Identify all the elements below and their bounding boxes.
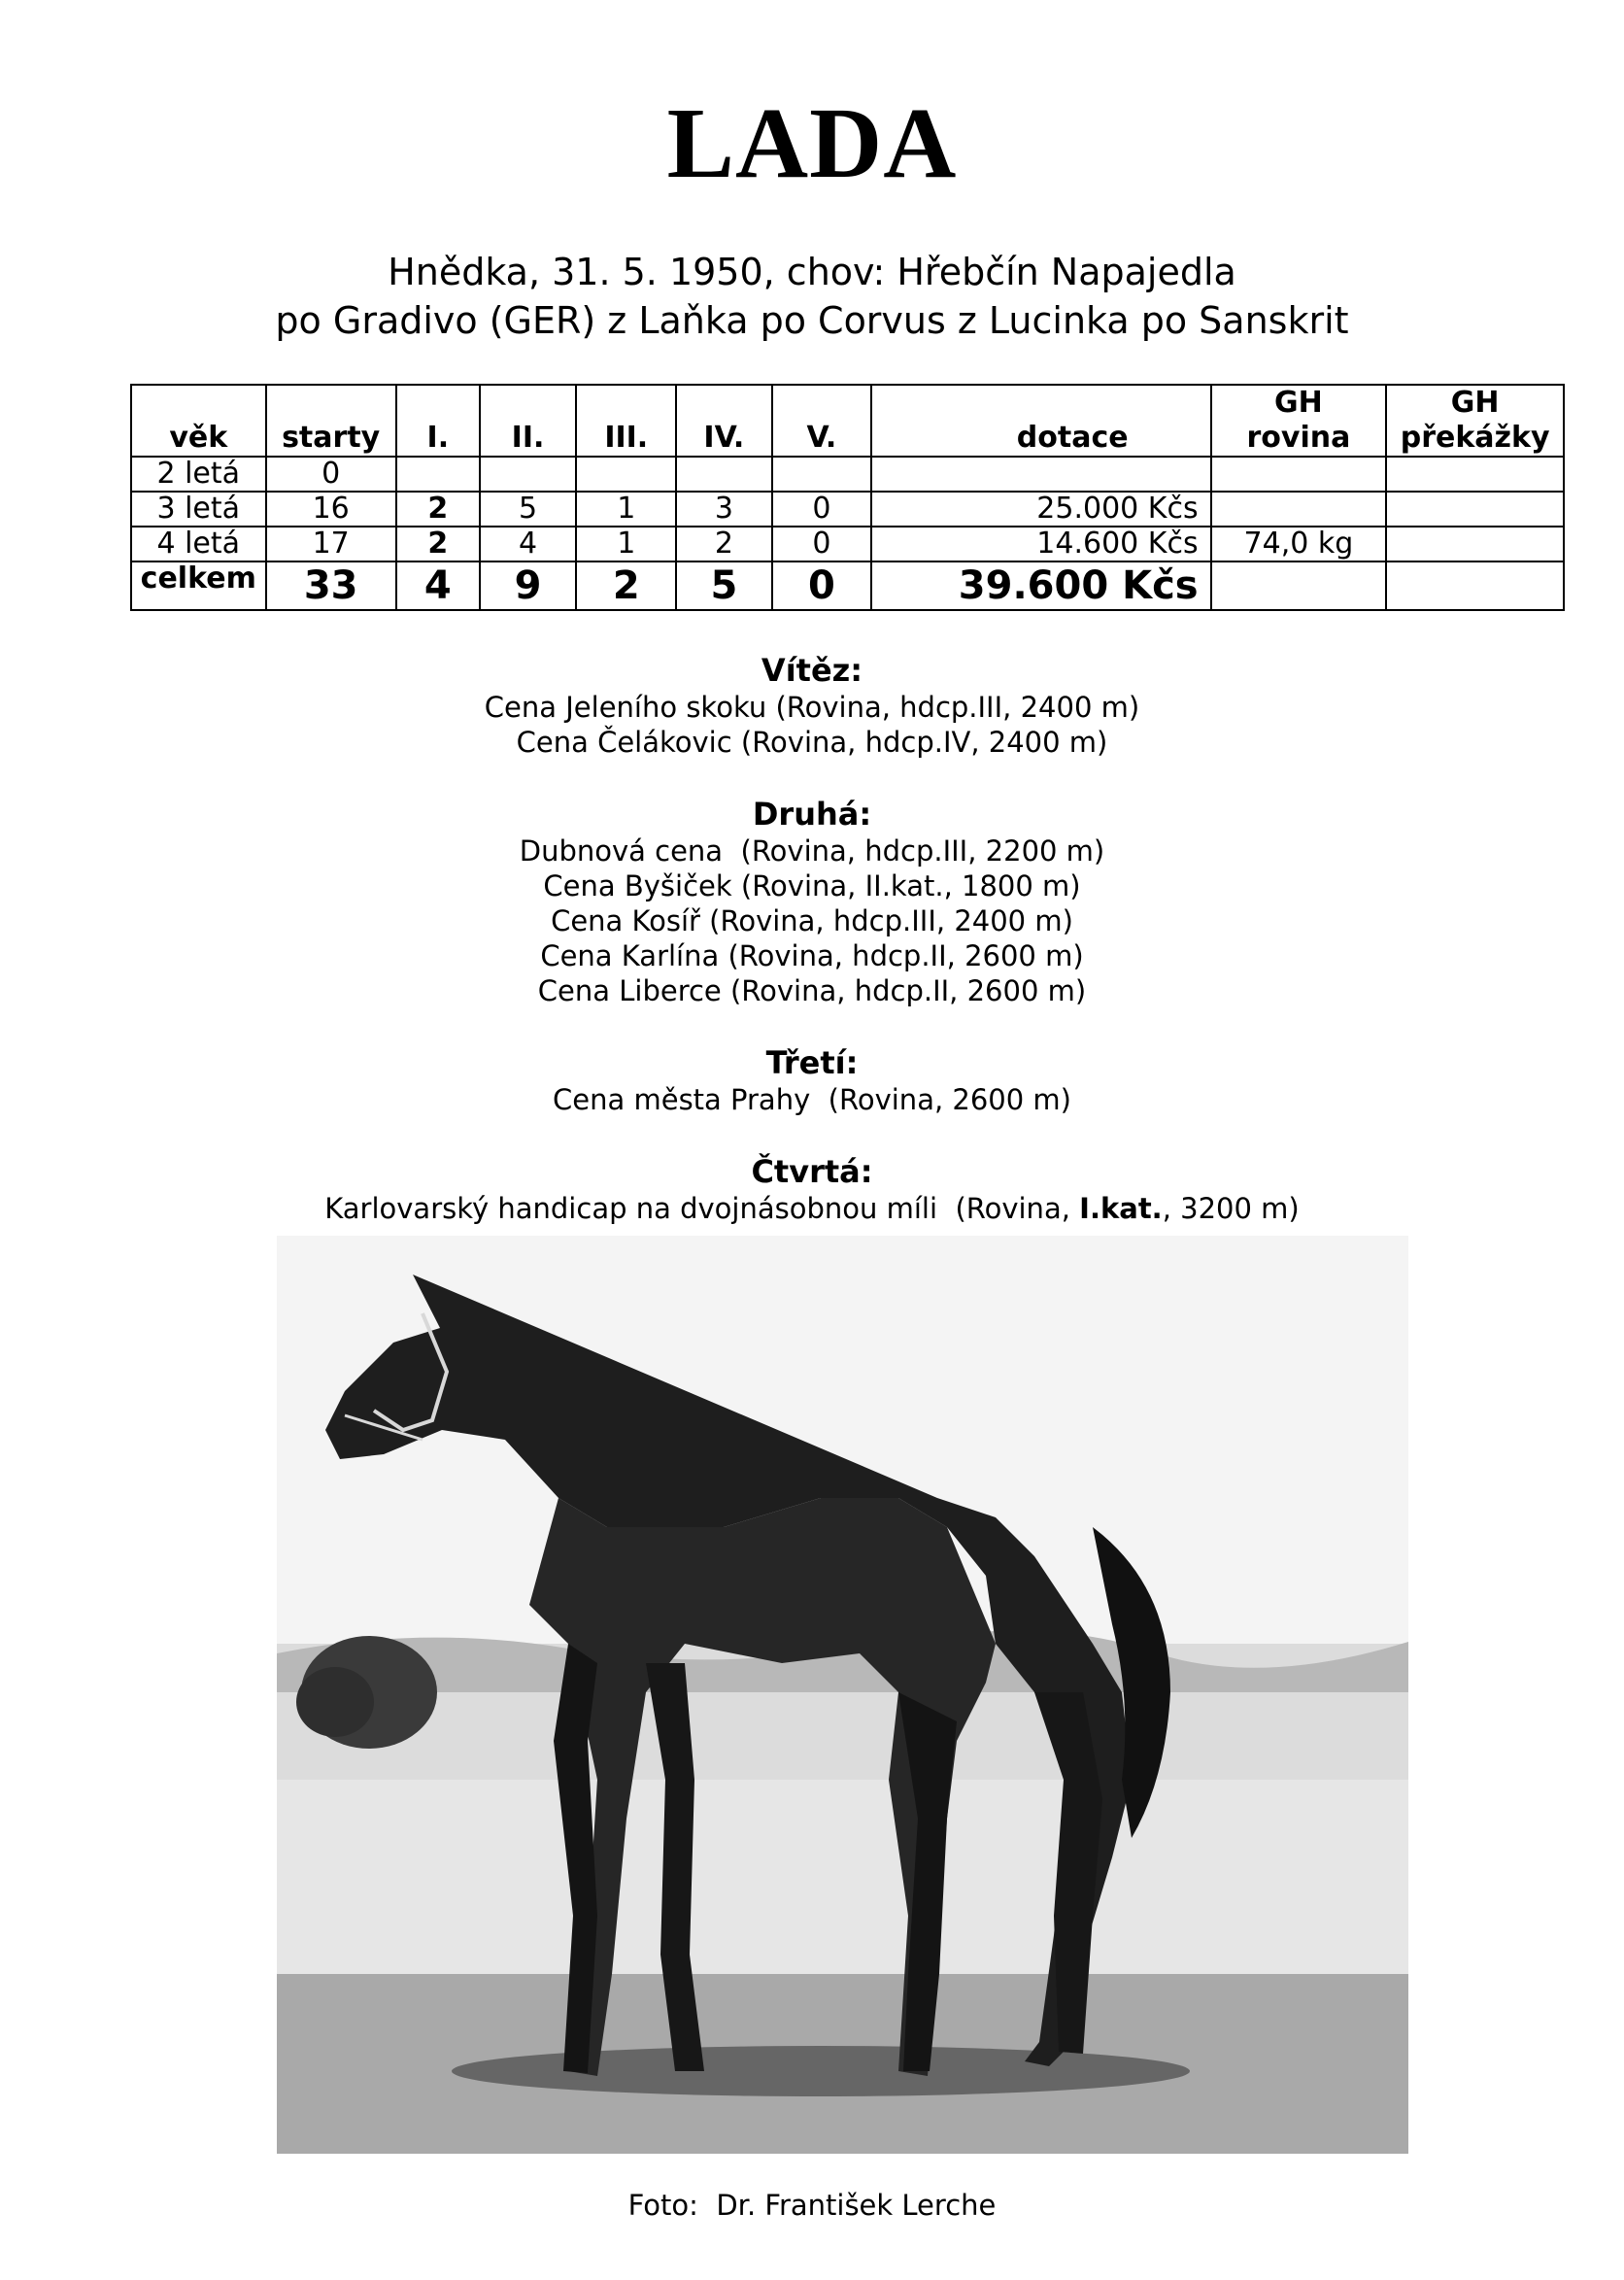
section-heading: Vítěz: bbox=[761, 652, 863, 689]
header-vek: věk bbox=[131, 385, 266, 457]
cell-dotace: 14.600 Kčs bbox=[871, 527, 1210, 561]
table-row bbox=[131, 492, 1564, 527]
race-line: Cena města Prahy (Rovina, 2600 m) bbox=[553, 1083, 1071, 1116]
cell-fourth: 3 bbox=[676, 492, 771, 527]
section-heading: Čtvrtá: bbox=[751, 1153, 873, 1190]
race-line: Cena Karlína (Rovina, hdcp.II, 2600 m) bbox=[540, 939, 1084, 972]
header-gh-rovina-line1: GH bbox=[1274, 386, 1323, 420]
section-heading: Druhá: bbox=[752, 796, 872, 833]
cell-gh-prekazky bbox=[1386, 527, 1564, 561]
race-line: Cena Kosíř (Rovina, hdcp.III, 2400 m) bbox=[551, 904, 1073, 937]
cell-fifth: 0 bbox=[772, 561, 872, 610]
cell-vek: 4 letá bbox=[131, 527, 266, 561]
cell-first bbox=[396, 457, 480, 492]
cell-starty: 17 bbox=[266, 527, 396, 561]
cell-fourth: 5 bbox=[676, 561, 771, 610]
header-second: II. bbox=[480, 385, 576, 457]
cell-third bbox=[576, 457, 676, 492]
cell-gh-rovina bbox=[1211, 457, 1387, 492]
header-first: I. bbox=[396, 385, 480, 457]
page-title: LADA bbox=[666, 87, 958, 199]
table-row bbox=[131, 527, 1564, 561]
header-fourth: IV. bbox=[676, 385, 771, 457]
header-gh-rovina bbox=[1211, 385, 1387, 457]
cell-vek: 2 letá bbox=[131, 457, 266, 492]
cell-starty: 16 bbox=[266, 492, 396, 527]
cell-fifth: 0 bbox=[772, 492, 872, 527]
cell-second bbox=[480, 457, 576, 492]
header-fifth: V. bbox=[772, 385, 872, 457]
header-starty: starty bbox=[266, 385, 396, 457]
section-third bbox=[0, 1043, 1624, 1117]
section-winner bbox=[0, 651, 1624, 760]
cell-starty: 33 bbox=[266, 561, 396, 610]
horse-description: Hnědka, 31. 5. 1950, chov: Hřebčín Napajedla bbox=[388, 251, 1236, 293]
header-dotace: dotace bbox=[871, 385, 1210, 457]
cell-gh-rovina bbox=[1211, 561, 1387, 610]
cell-gh-rovina: 74,0 kg bbox=[1211, 527, 1387, 561]
cell-first: 2 bbox=[396, 527, 480, 561]
cell-fourth bbox=[676, 457, 771, 492]
table-row bbox=[131, 457, 1564, 492]
cell-fourth: 2 bbox=[676, 527, 771, 561]
cell-starty: 0 bbox=[266, 457, 396, 492]
photo-caption: Foto: Dr. František Lerche bbox=[627, 2189, 997, 2222]
cell-fifth: 0 bbox=[772, 527, 872, 561]
race-line-text: Karlovarský handicap na dvojnásobnou míli (Rovina, bbox=[324, 1192, 1080, 1225]
race-statistics-table bbox=[130, 384, 1565, 611]
table-total-row bbox=[131, 561, 1564, 610]
section-heading: Třetí: bbox=[765, 1044, 859, 1081]
cell-third: 2 bbox=[576, 561, 676, 610]
cell-vek: celkem bbox=[131, 561, 266, 610]
cell-second: 4 bbox=[480, 527, 576, 561]
cell-gh-prekazky bbox=[1386, 492, 1564, 527]
cell-third: 1 bbox=[576, 527, 676, 561]
header-gh-prekazky-line2: překážky bbox=[1400, 421, 1550, 455]
cell-gh-prekazky bbox=[1386, 561, 1564, 610]
cell-second: 9 bbox=[480, 561, 576, 610]
horse-photo-illustration bbox=[277, 1236, 1408, 2154]
race-line bbox=[0, 1191, 1624, 1226]
race-line: Cena Čelákovic (Rovina, hdcp.IV, 2400 m) bbox=[516, 726, 1108, 759]
cell-vek: 3 letá bbox=[131, 492, 266, 527]
section-fourth bbox=[0, 1152, 1624, 1226]
cell-gh-rovina bbox=[1211, 492, 1387, 527]
photo-shadow bbox=[452, 2046, 1190, 2096]
cell-third: 1 bbox=[576, 492, 676, 527]
race-line: Cena Byšiček (Rovina, II.kat., 1800 m) bbox=[543, 869, 1081, 902]
cell-second: 5 bbox=[480, 492, 576, 527]
table-header-row bbox=[131, 385, 1564, 457]
race-line-category: I.kat. bbox=[1079, 1192, 1163, 1225]
pedigree-line: po Gradivo (GER) z Laňka po Corvus z Lucinka po Sanskrit bbox=[275, 299, 1349, 342]
race-line-text-end: , 3200 m) bbox=[1162, 1192, 1300, 1225]
section-second bbox=[0, 795, 1624, 1008]
horse-photo bbox=[277, 1236, 1408, 2154]
header-gh-prekazky bbox=[1386, 385, 1564, 457]
cell-dotace: 25.000 Kčs bbox=[871, 492, 1210, 527]
cell-dotace bbox=[871, 457, 1210, 492]
header-third: III. bbox=[576, 385, 676, 457]
cell-first: 4 bbox=[396, 561, 480, 610]
header-gh-prekazky-line1: GH bbox=[1450, 386, 1500, 420]
cell-dotace: 39.600 Kčs bbox=[871, 561, 1210, 610]
race-line: Cena Liberce (Rovina, hdcp.II, 2600 m) bbox=[537, 974, 1087, 1007]
cell-gh-prekazky bbox=[1386, 457, 1564, 492]
cell-first: 2 bbox=[396, 492, 480, 527]
header-gh-rovina-line2: rovina bbox=[1246, 421, 1351, 455]
race-line: Cena Jeleního skoku (Rovina, hdcp.III, 2400 m) bbox=[484, 691, 1140, 724]
race-line: Dubnová cena (Rovina, hdcp.III, 2200 m) bbox=[519, 834, 1105, 868]
cell-fifth bbox=[772, 457, 872, 492]
